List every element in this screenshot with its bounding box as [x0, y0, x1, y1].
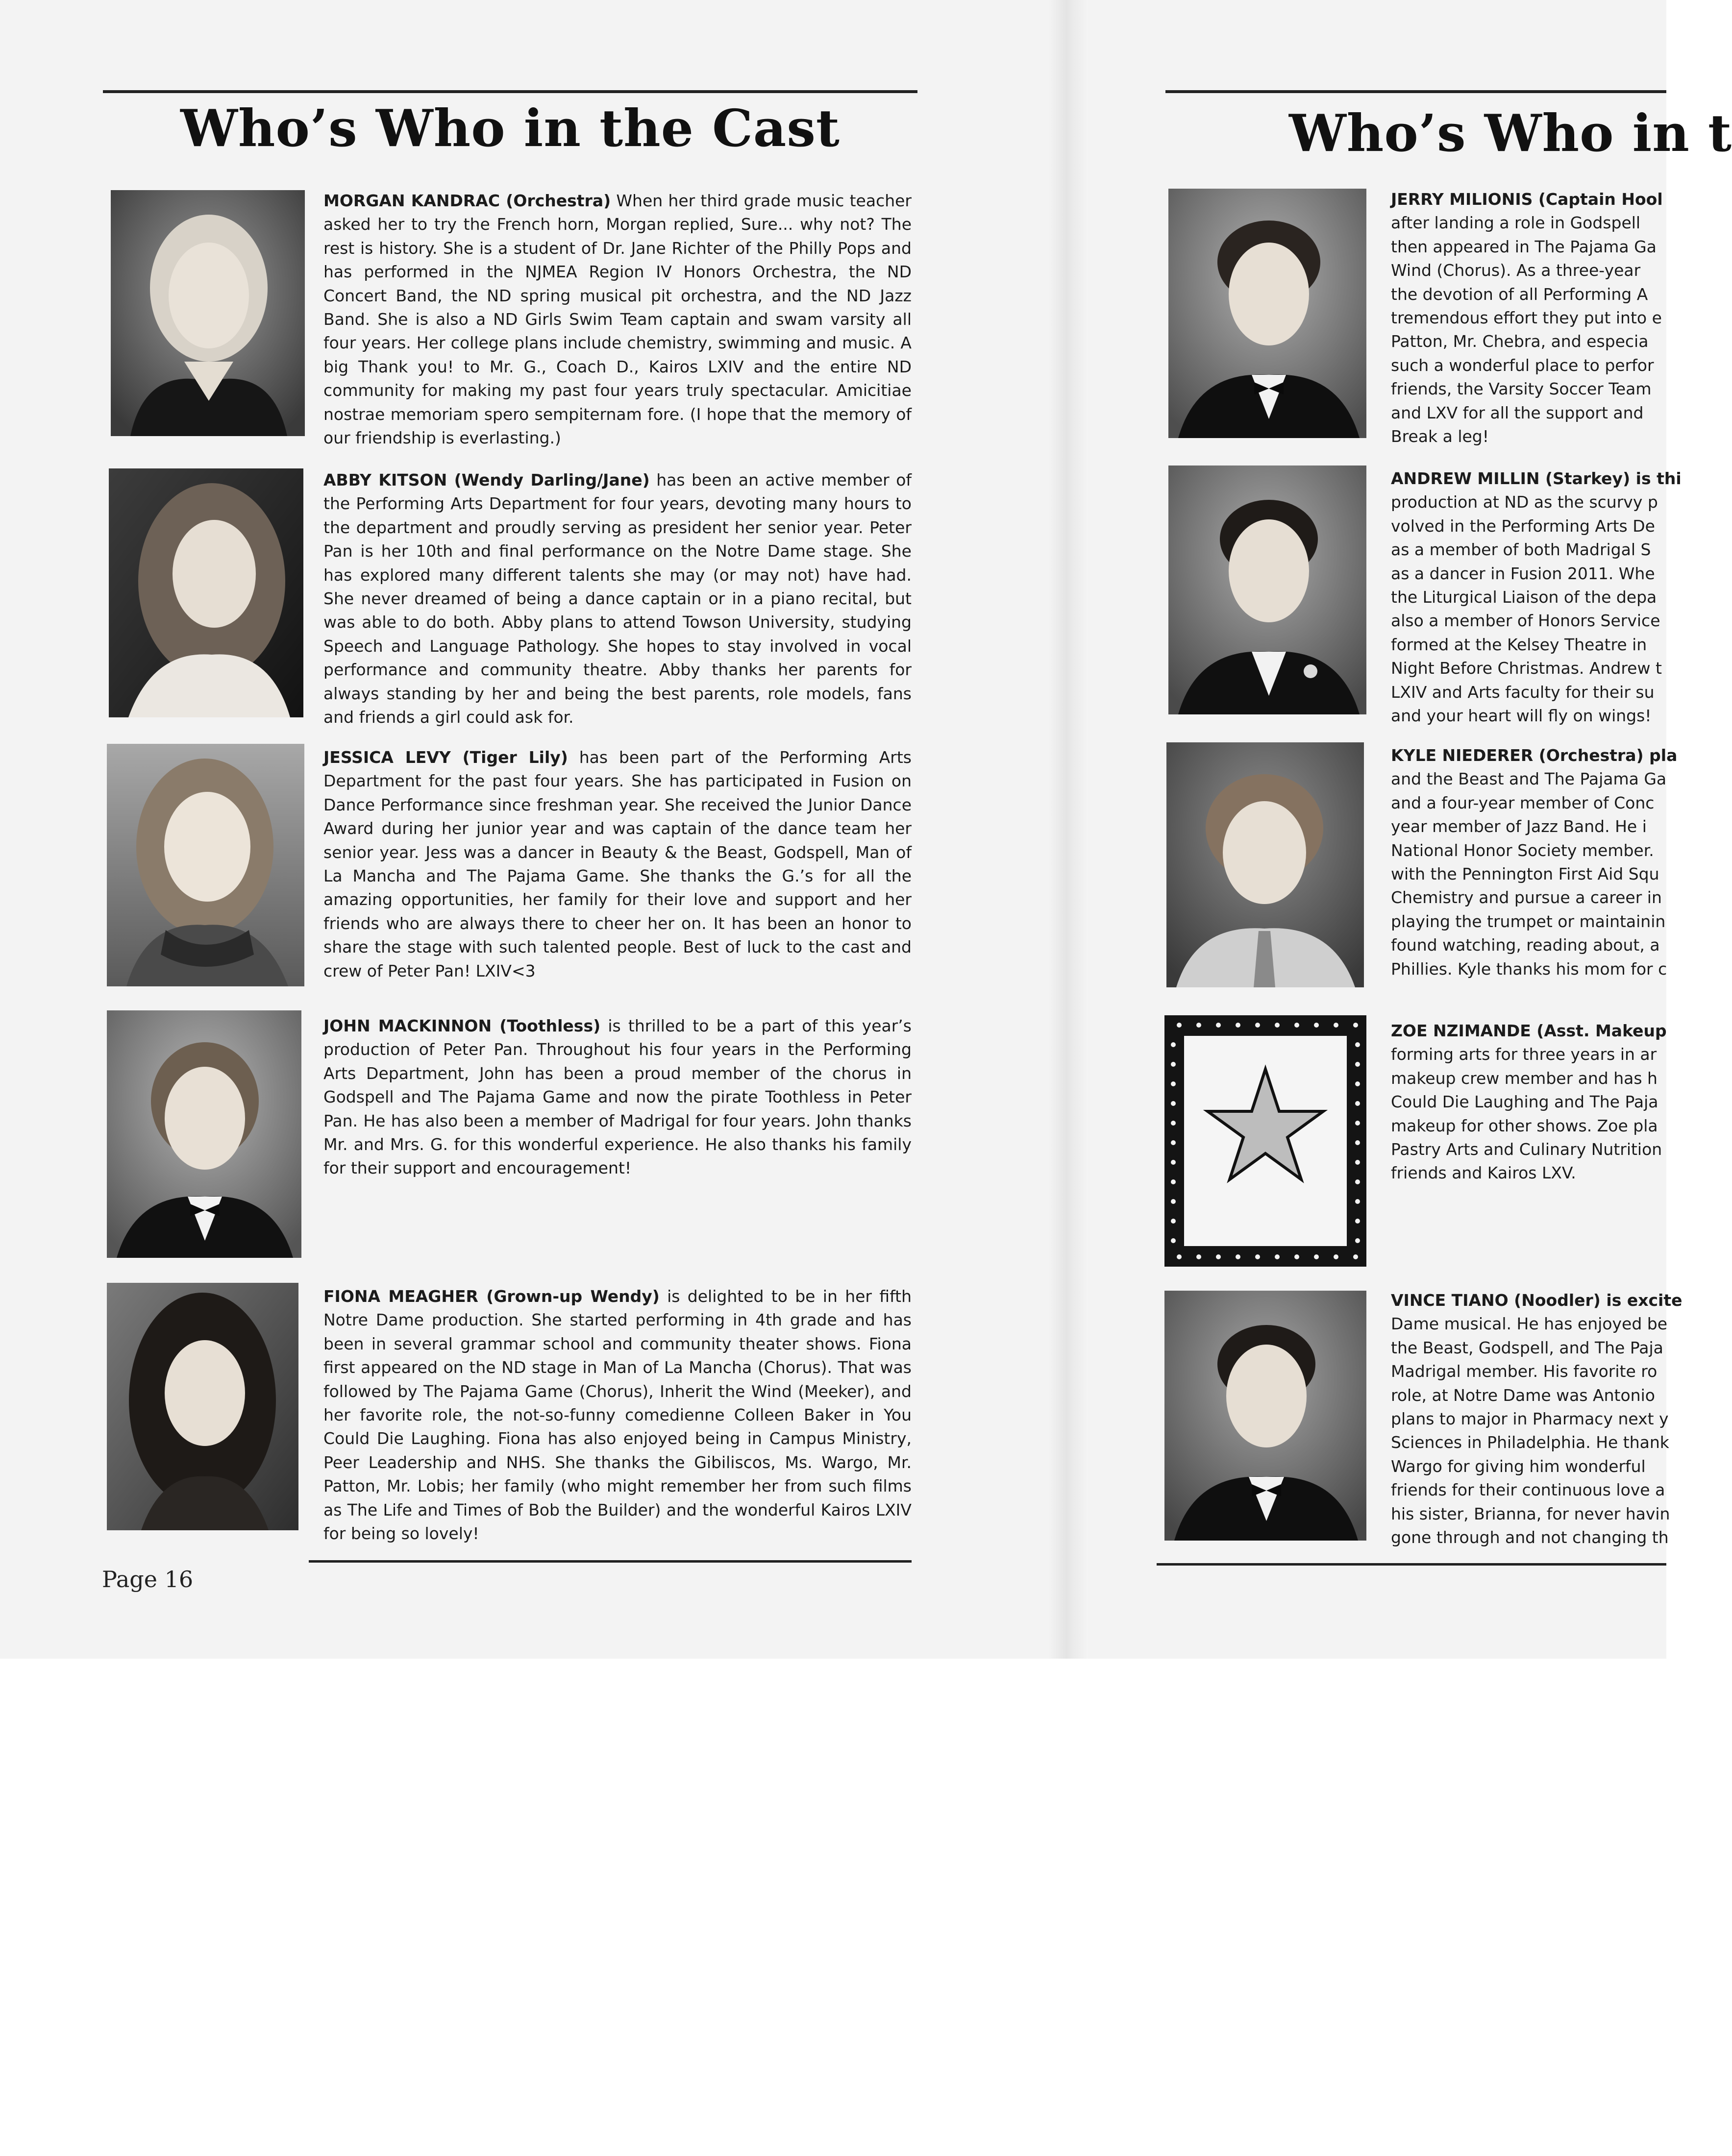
page-title-right: Who’s Who in t	[1289, 103, 1732, 163]
footer-rule-right	[1157, 1563, 1666, 1566]
cast-photo-jerry-milionis	[1168, 189, 1366, 438]
cast-name: JESSICA LEVY (Tiger Lily)	[323, 748, 568, 767]
star-placeholder	[1164, 1015, 1366, 1267]
cast-photo-john-mackinnon	[107, 1010, 301, 1258]
bio-zoe-nzimande: ZOE NZIMANDE (Asst. Makeup forming arts for three years in ar makeup crew member and has h Could Die Laughing and The Paja makeup for other shows. Zoe pla Pastry Arts and Culinary Nutrition friends and Kairos LXV.	[1391, 1021, 1667, 1183]
cast-name: ABBY KITSON (Wendy Darling/Jane)	[323, 470, 650, 490]
cast-photo-andrew-millin	[1168, 466, 1366, 714]
page-number: Page 16	[102, 1566, 194, 1592]
bio-john-mackinnon: JOHN MACKINNON (Toothless) is thrilled to be a part of this year’s production of Peter Pan. Throughout his four years in the Performing Arts Department, John has been a proud member of the chorus in Godspell and The Pajama Game and now the pirate Toothless in Peter Pan. He has also been a member of Madrigal for four years. John thanks Mr. and Mrs. G. for this wonderful experience. He also thanks his family for their support and encouragement!	[323, 1016, 912, 1178]
cast-name: MORGAN KANDRAC (Orchestra)	[323, 191, 611, 210]
bio-fiona-meagher: FIONA MEAGHER (Grown-up Wendy) is delighted to be in her fifth Notre Dame production. She started performing in 4th grade and has been in several grammar school and community theater shows. Fiona first appeared on the ND stage in Man of La Mancha (Chorus). That was followed by The Pajama Game (Chorus), Inherit the Wind (Meeker), and her favorite role, the not-so-funny comedienne Colleen Baker in You Could Die Laughing. Fiona has also enjoyed being in Campus Ministry, Peer Leadership and NHS. She thanks the Gibiliscos, Ms. Wargo, Mr. Patton, Mr. Lobis; her family (who might remember her from such films as The Life and Times of Bob the Builder) and the wonderful Kairos LXIV for being so lovely!	[323, 1287, 912, 1544]
cast-photo-vince-tiano	[1164, 1291, 1366, 1541]
cast-photo-fiona-meagher	[107, 1283, 298, 1530]
cast-photo-abby-kitson	[109, 468, 303, 717]
cast-name: JOHN MACKINNON (Toothless)	[323, 1016, 601, 1035]
bio-jessica-levy: JESSICA LEVY (Tiger Lily) has been part of the Performing Arts Department for the past four years. She has participated in Fusion on Dance Performance since freshman year. She received the Junior Dance Award during her junior year and was captain of the dance team her senior year. Jess was a dancer in Beauty & the Beast, Godspell, Man of La Mancha and The Pajama Game. She thanks the G.’s for all the amazing opportunities, her family for their love and support and her friends who are always there to cheer her on. It has been an honor to share the stage with such talented people. Best of luck to the cast and crew of Peter Pan! LXIV<3	[323, 748, 912, 980]
bio-jerry-milionis: JERRY MILIONIS (Captain Hool after landing a role in Godspell then appeared in The Pajama Ga Wind (Chorus). As a three-year the devotion of all Performing A tremendous effort they put into e Patton, Mr. Chebra, and especia such a wonderful place to perfor friends, the Varsity Soccer Team and LXV for all the support and Break a leg!	[1391, 190, 1663, 446]
bio-kyle-niederer: KYLE NIEDERER (Orchestra) pla and the Beast and The Pajama Ga and a four-year member of Conc year member of Jazz Band. He i National Honor Society member. with the Pennington First Aid Squ Chemistry and pursue a career in playing the trumpet or maintainin found watching, reading about, a Phillies. Kyle thanks his mom for c	[1391, 746, 1678, 979]
bio-abby-kitson: ABBY KITSON (Wendy Darling/Jane) has been an active member of the Performing Arts Department for four years, devoting many hours to the department and proudly serving as president her senior year. Peter Pan is her 10th and final performance on the Notre Dame stage. She has explored many different talents she may (or may not) have had. She never dreamed of being a dance captain or in a piano recital, but was able to do both. Abby plans to attend Towson University, studying Speech and Language Pathology. She hopes to stay involved in vocal performance and community theatre. Abby thanks her parents for always standing by her and being the best parents, role models, fans and friends a girl could ask for.	[323, 470, 912, 727]
header-rule-right	[1165, 90, 1666, 93]
bio-morgan-kandrac: MORGAN KANDRAC (Orchestra) When her third grade music teacher asked her to try the French horn, Morgan replied, Sure... why not? The rest is history. She is a student of Dr. Jane Richter of the Philly Pops and has performed in the NJMEA Region IV Honors Orchestra, the ND Concert Band, the ND spring musical pit orchestra, and the ND Jazz Band. She is also a ND Girls Swim Team captain and swam varsity all four years. Her college plans include chemistry, swimming and music. A big Thank you! to Mr. G., Coach D., Kairos LXIV and the entire ND community for making my past four years truly spectacular. Amicitiae nostrae memoriam spero sempiternam fore. (I hope that the memory of our friendship is everlasting.)	[323, 191, 912, 448]
header-rule	[103, 90, 917, 93]
cast-photo-morgan-kandrac	[111, 190, 305, 436]
page-fold	[1049, 0, 1088, 1659]
cast-photo-kyle-niederer	[1166, 742, 1364, 987]
cast-photo-jessica-levy	[107, 744, 304, 986]
cast-name: FIONA MEAGHER (Grown-up Wendy)	[323, 1287, 660, 1306]
footer-rule	[309, 1560, 912, 1563]
bio-vince-tiano: VINCE TIANO (Noodler) is excite Dame musical. He has enjoyed be the Beast, Godspell, and The Paja Madrigal member. His favorite ro role, at Notre Dame was Antonio plans to major in Pharmacy next y Sciences in Philadelphia. He thank Wargo for giving him wonderful friends for their continuous love a his sister, Brianna, for never havin gone through and not changing th	[1391, 1291, 1683, 1547]
bio-andrew-millin: ANDREW MILLIN (Starkey) is thi production at ND as the scurvy p volved in the Performing Arts De as a member of both Madrigal S as a dancer in Fusion 2011. Whe the Liturgical Liaison of the depa also a member of Honors Service formed at the Kelsey Theatre in Night Before Christmas. Andrew t LXIV and Arts faculty for their su and your heart will fly on wings!	[1391, 469, 1682, 726]
page-title: Who’s Who in the Cast	[180, 98, 840, 158]
